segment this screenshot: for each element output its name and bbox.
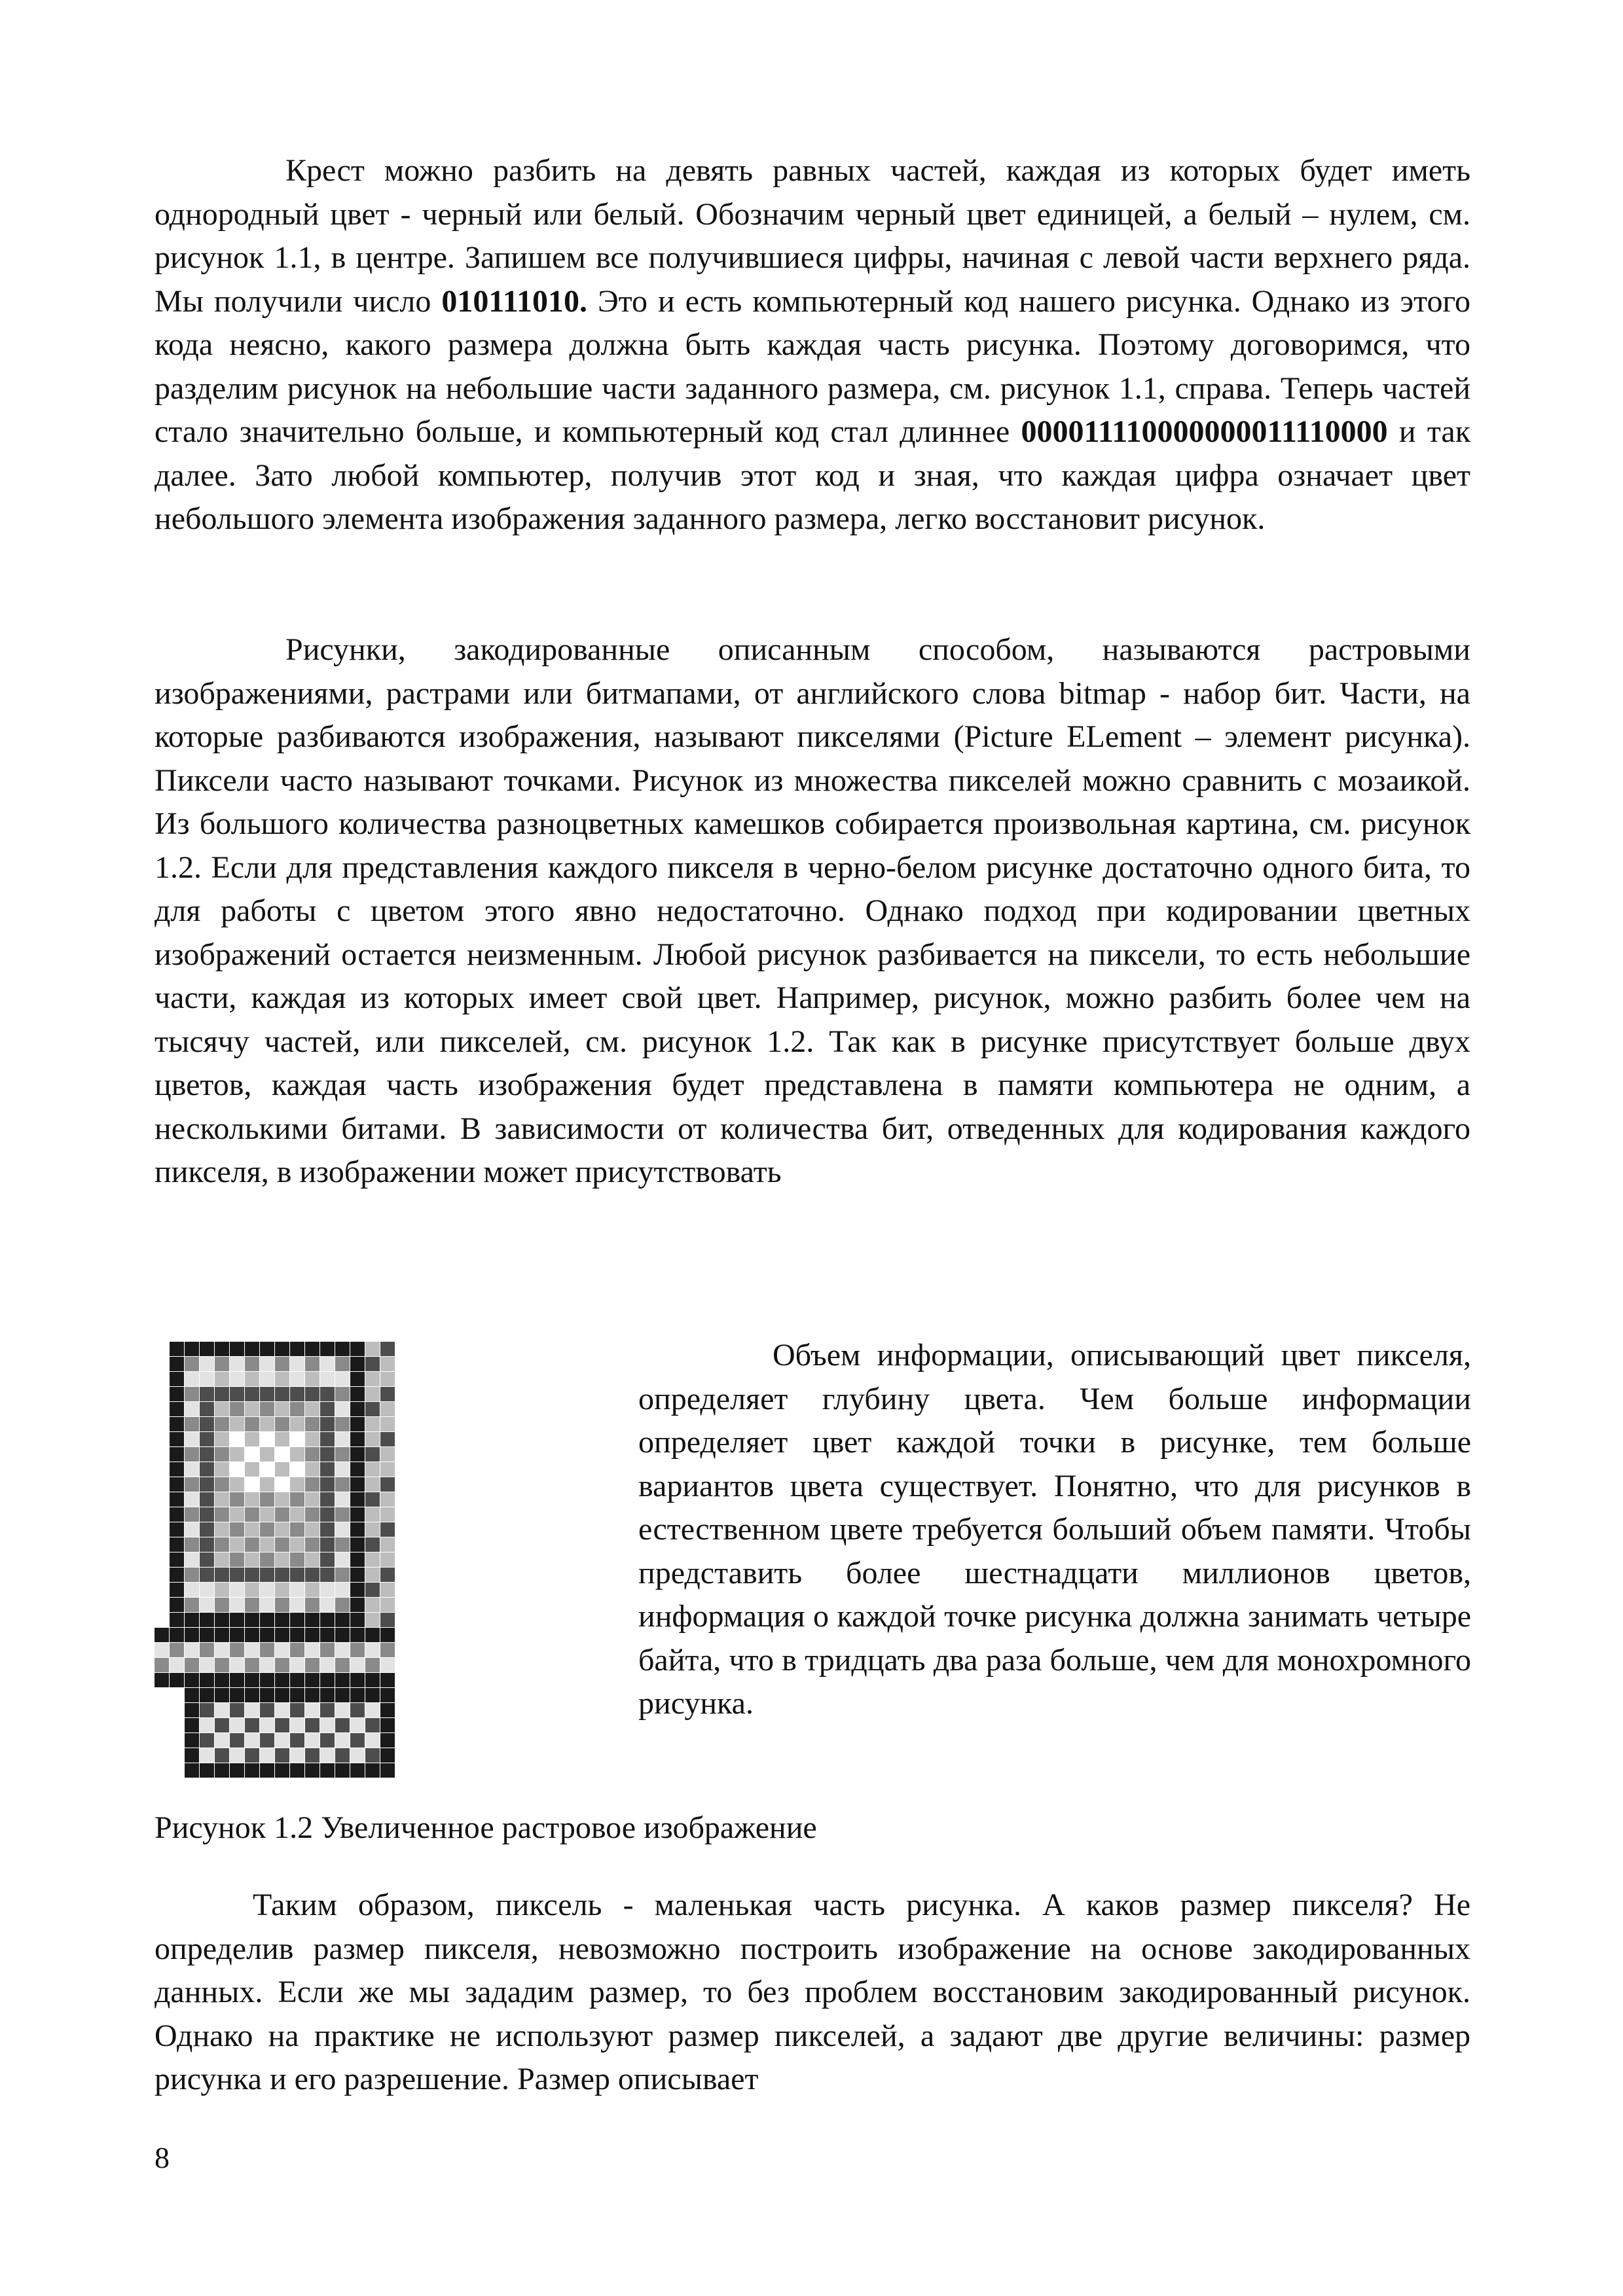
paragraph-3: Объем информации, описывающий цвет пикселя, определяет глубину цвета. Чем больше информации определяет цвет каждой точки в рисунке, тем больше вариантов цвета существует. Понятно, что для рисунков в естественном цвете требуется больший объем памяти. Чтобы представить более шестнадцати миллионов цветов, информация о каждой точке рисунка должна занимать четыре байта, что в тридцать два раза больше, чем для монохромного рисунка. bbox=[638, 1338, 1471, 1721]
pixel-computer-image bbox=[155, 1342, 636, 1796]
page-number: 8 bbox=[155, 2141, 170, 2174]
paragraph-1-text-c: и так далее. Зато любой компьютер, получив этот код и зная, что каждая цифра означает цвет небольшого элемента изображения заданного размера, легко восстановит рисунок. bbox=[155, 414, 1471, 536]
paragraph-1 bbox=[155, 149, 1470, 541]
binary-code-2: 000011110000000011110000 bbox=[1021, 414, 1388, 449]
binary-code-1: 010111010. bbox=[441, 283, 588, 319]
paragraph-1-text-a: Крест можно разбить на девять равных частей, каждая из которых будет иметь однородный цвет - черный или белый. Обозначим черный цвет единицей, а белый – нулем, см. рисунок 1.1, в центре. Запишем все получившиеся цифры, начиная с левой части верхнего ряда. Мы получили число bbox=[155, 153, 1470, 319]
paragraph-2: Рисунки, закодированные описанным способом, называются растровыми изображениями, растрами или битмапами, от английского слова bitmap - набор бит. Части, на которые разбиваются изображения, называют пикселями (Picture ELement – элемент рисунка). Пиксели часто называют точками. Рисунок из множества пикселей можно сравнить с мозаикой. Из большого количества разноцветных камешков собирается произвольная картина, см. рисунок 1.2. Если для представления каждого пикселя в черно-белом рисунке достаточно одного бита, то для работы с цветом этого явно недостаточно. Однако подход при кодировании цветных изображений остается неизменным. Любой рисунок разбивается на пиксели, то есть небольшие части, каждая из которых имеет свой цвет. Например, рисунок, можно разбить более чем на тысячу частей, или пикселей, см. рисунок 1.2. Так как в рисунке присутствует больше двух цветов, каждая часть изображения будет представлена в памяти компьютера не одним, а несколькими битами. В зависимости от количества бит, отведенных для кодирования каждого пикселя, в изображении может присутствовать bbox=[155, 632, 1470, 1189]
figure-caption: Рисунок 1.2 Увеличенное растровое изображение bbox=[155, 1810, 817, 1845]
paragraph-4: Таким образом, пиксель - маленькая часть рисунка. А каков размер пикселя? Не определив размер пикселя, невозможно построить изображение на основе закодированных данных. Если же мы зададим размер, то без проблем восстановим закодированный рисунок. Однако на практике не используют размер пикселей, а задают две другие величины: размер рисунка и его разрешение. Размер описывает bbox=[155, 1888, 1470, 2096]
pixel-computer-figure bbox=[155, 1342, 636, 1796]
paragraph-1-text-b: Это и есть компьютерный код нашего рисунка. Однако из этого кода неясно, какого размера должна быть каждая часть рисунка. Поэтому договоримся, что разделим рисунок на небольшие части заданного размера, см. рисунок 1.1, справа. Теперь частей стало значительно больше, и компьютерный код стал длиннее bbox=[155, 283, 1470, 449]
